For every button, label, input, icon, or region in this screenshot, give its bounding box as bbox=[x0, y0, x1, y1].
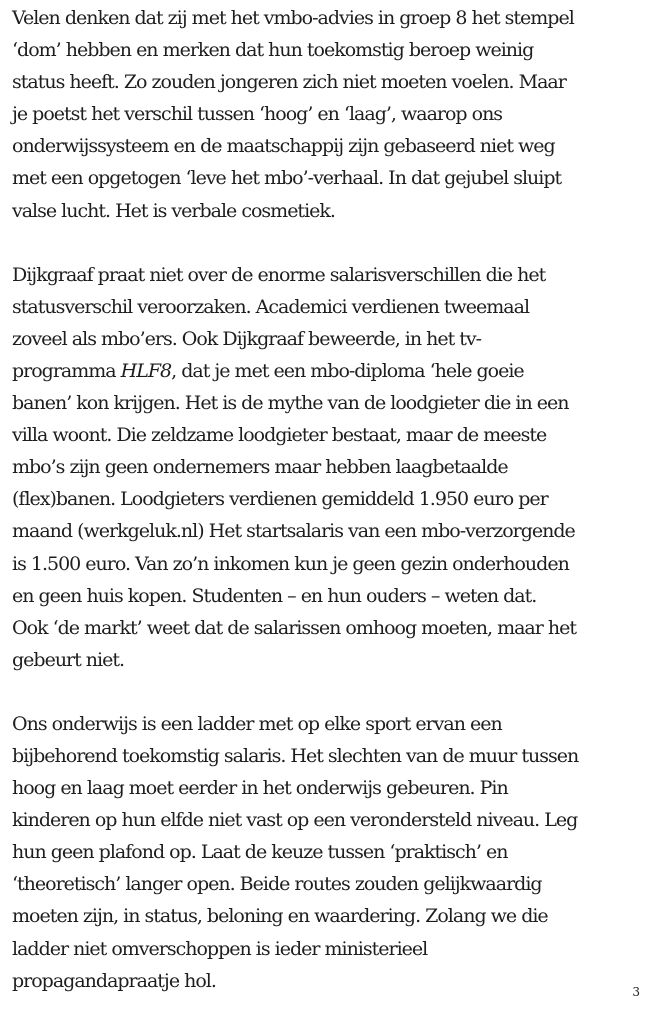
text-line: banen’ kon krijgen. Het is de mythe van de loodgieter die in een bbox=[12, 392, 569, 415]
text-line: moeten zijn, in status, beloning en waardering. Zolang we die bbox=[12, 905, 548, 928]
text-line: en geen huis kopen. Studenten – en hun ouders – weten dat. bbox=[12, 584, 537, 607]
text-line: met een opgetogen ‘leve het mbo’-verhaal. In dat gejubel sluipt bbox=[12, 167, 562, 190]
text-line: je poetst het verschil tussen ‘hoog’ en ‘laag’, waarop ons bbox=[12, 103, 503, 126]
text-line: gebeurt niet. bbox=[12, 648, 125, 671]
article-body bbox=[12, 2, 662, 1029]
text-line: bijbehorend toekomstig salaris. Het slechten van de muur tussen bbox=[12, 744, 579, 767]
paragraph-1 bbox=[12, 2, 662, 227]
text-line: valse lucht. Het is verbale cosmetiek. bbox=[12, 199, 335, 222]
text-line: (flex)banen. Loodgieters verdienen gemiddeld 1.950 euro per bbox=[12, 488, 548, 511]
text-line: statusverschil veroorzaken. Academici verdienen tweemaal bbox=[12, 295, 530, 318]
text-line: maand (werkgeluk.nl) Het startsalaris van een mbo-verzorgende bbox=[12, 520, 575, 543]
text-line: Ons onderwijs is een ladder met op elke sport ervan een bbox=[12, 712, 502, 735]
text-line: Ook ‘de markt’ weet dat de salarissen omhoog moeten, maar het bbox=[12, 616, 576, 639]
page-number: 3 bbox=[632, 985, 640, 999]
paragraph-2 bbox=[12, 259, 662, 676]
text-line: onderwijssysteem en de maatschappij zijn gebaseerd niet weg bbox=[12, 135, 555, 158]
text-line: Dijkgraaf praat niet over de enorme salarisverschillen die het bbox=[12, 263, 546, 286]
text-line: ‘theoretisch’ langer open. Beide routes zouden gelijkwaardig bbox=[12, 873, 542, 896]
text-line: hun geen plafond op. Laat de keuze tussen ‘praktisch’ en bbox=[12, 841, 508, 864]
text-line: ladder niet omverschoppen is ieder ministerieel bbox=[12, 937, 428, 960]
paragraph-3 bbox=[12, 708, 662, 997]
text-line: villa woont. Die zeldzame loodgieter bestaat, maar de meeste bbox=[12, 424, 547, 447]
text-line: zoveel als mbo’ers. Ook Dijkgraaf beweerde, in het tv- bbox=[12, 327, 482, 350]
text-line: propagandapraatje hol. bbox=[12, 969, 216, 992]
text-line: mbo’s zijn geen ondernemers maar hebben laagbetaalde bbox=[12, 456, 508, 479]
text-line: status heeft. Zo zouden jongeren zich niet moeten voelen. Maar bbox=[12, 71, 566, 94]
program-title: HLF8 bbox=[120, 359, 172, 382]
text-line: programma HLF8, dat je met een mbo-diploma ‘hele goeie bbox=[12, 359, 524, 382]
text-line: is 1.500 euro. Van zo’n inkomen kun je geen gezin onderhouden bbox=[12, 552, 569, 575]
text-line: Velen denken dat zij met het vmbo-advies in groep 8 het stempel bbox=[12, 7, 574, 29]
text-line: hoog en laag moet eerder in het onderwijs gebeuren. Pin bbox=[12, 777, 508, 800]
text-line: ‘dom’ hebben en merken dat hun toekomstig beroep weinig bbox=[12, 39, 534, 62]
text-line: kinderen op hun elfde niet vast op een verondersteld niveau. Leg bbox=[12, 809, 578, 832]
